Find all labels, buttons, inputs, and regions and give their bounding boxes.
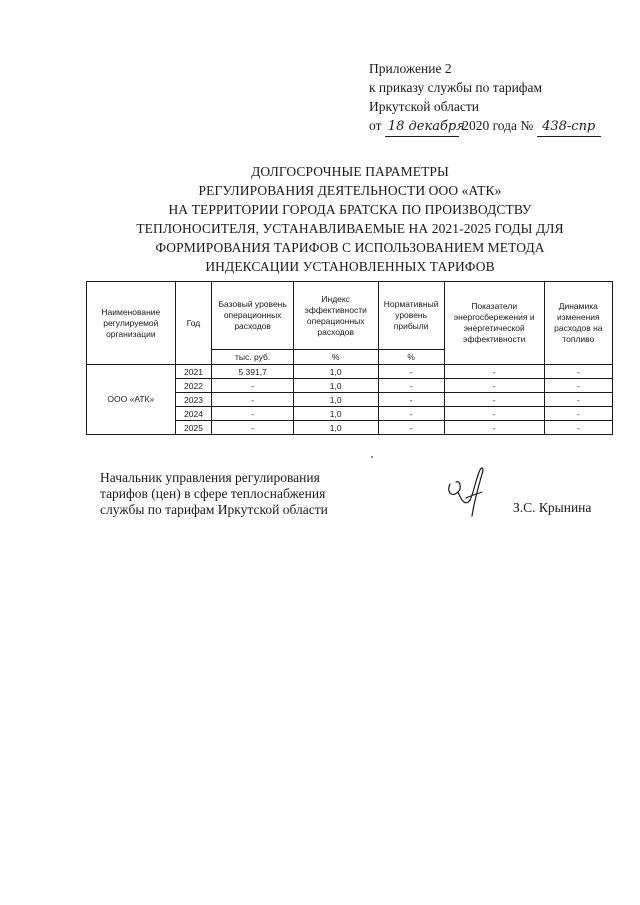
year-cell: 2023 (175, 393, 212, 407)
header-profit-level: Нормативный уровень прибыли (378, 282, 444, 350)
handwritten-signature (436, 462, 500, 520)
fuel-cell: - (544, 407, 612, 421)
appendix-title: Приложение 2 (369, 61, 452, 76)
index-cell: 1,0 (293, 365, 378, 379)
header-organization: Наименование регулируемой организации (87, 282, 176, 365)
signer-name: З.С. Крынина (513, 500, 592, 515)
energy-cell: - (444, 421, 544, 435)
unit-percent: % (378, 350, 444, 365)
index-cell: 1,0 (293, 421, 378, 435)
signer-line: Начальник управления регулирования (100, 470, 320, 485)
signer-position (100, 470, 328, 518)
profit-cell: - (378, 421, 444, 435)
header-fuel-dynamics: Динамика изменения расходов на топливо (544, 282, 612, 365)
header-efficiency-index: Индекс эффективности операционных расходов (293, 282, 378, 350)
base-cell: 5 391,7 (212, 365, 294, 379)
profit-cell: - (378, 379, 444, 393)
unit-thousand-rub: тыс. руб. (212, 350, 294, 365)
scan-speck (371, 456, 373, 458)
year-text: 2020 года № (462, 118, 534, 133)
appendix-block (369, 59, 601, 137)
signer-line: тарифов (цен) в сфере теплоснабжения (100, 486, 326, 501)
date-prefix: от (369, 118, 382, 133)
energy-cell: - (444, 393, 544, 407)
unit-percent: % (293, 350, 378, 365)
title-line: ТЕПЛОНОСИТЕЛЯ, УСТАНАВЛИВАЕМЫЕ НА 2021-2025 ГОДЫ ДЛЯ (136, 221, 564, 236)
index-cell: 1,0 (293, 393, 378, 407)
profit-cell: - (378, 365, 444, 379)
base-cell: - (212, 379, 294, 393)
fuel-cell: - (544, 393, 612, 407)
handwritten-order-number: 438-спр (537, 117, 601, 137)
index-cell: 1,0 (293, 407, 378, 421)
document-title (90, 162, 610, 276)
appendix-region: Иркутской области (369, 99, 480, 114)
fuel-cell: - (544, 379, 612, 393)
fuel-cell: - (544, 421, 612, 435)
profit-cell: - (378, 407, 444, 421)
index-cell: 1,0 (293, 379, 378, 393)
title-line: НА ТЕРРИТОРИИ ГОРОДА БРАТСКА ПО ПРОИЗВОДСТВУ (168, 202, 532, 217)
title-line: ДОЛГОСРОЧНЫЕ ПАРАМЕТРЫ (251, 164, 449, 179)
table-header-row (87, 282, 613, 350)
organization-cell: ООО «АТК» (87, 365, 176, 435)
base-cell: - (212, 421, 294, 435)
header-energy-saving: Показатели энергосбережения и энергетической эффективности (444, 282, 544, 365)
base-cell: - (212, 393, 294, 407)
title-line: ФОРМИРОВАНИЯ ТАРИФОВ С ИСПОЛЬЗОВАНИЕМ МЕТОДА (155, 240, 545, 255)
title-line: ИНДЕКСАЦИИ УСТАНОВЛЕННЫХ ТАРИФОВ (205, 259, 495, 274)
appendix-order-ref: к приказу службы по тарифам (369, 80, 543, 95)
energy-cell: - (444, 379, 544, 393)
year-cell: 2025 (175, 421, 212, 435)
profit-cell: - (378, 393, 444, 407)
year-cell: 2024 (175, 407, 212, 421)
energy-cell: - (444, 407, 544, 421)
base-cell: - (212, 407, 294, 421)
signer-line: службы по тарифам Иркутской области (100, 502, 328, 517)
header-base-level: Базовый уровень операционных расходов (212, 282, 294, 350)
appendix-date-line (369, 116, 601, 137)
header-year: Год (175, 282, 212, 365)
year-cell: 2022 (175, 379, 212, 393)
year-cell: 2021 (175, 365, 212, 379)
energy-cell: - (444, 365, 544, 379)
handwritten-date: 18 декабря (385, 117, 459, 137)
title-line: РЕГУЛИРОВАНИЯ ДЕЯТЕЛЬНОСТИ ООО «АТК» (198, 183, 502, 198)
parameters-table (86, 281, 613, 435)
fuel-cell: - (544, 365, 612, 379)
table-row (87, 365, 613, 379)
